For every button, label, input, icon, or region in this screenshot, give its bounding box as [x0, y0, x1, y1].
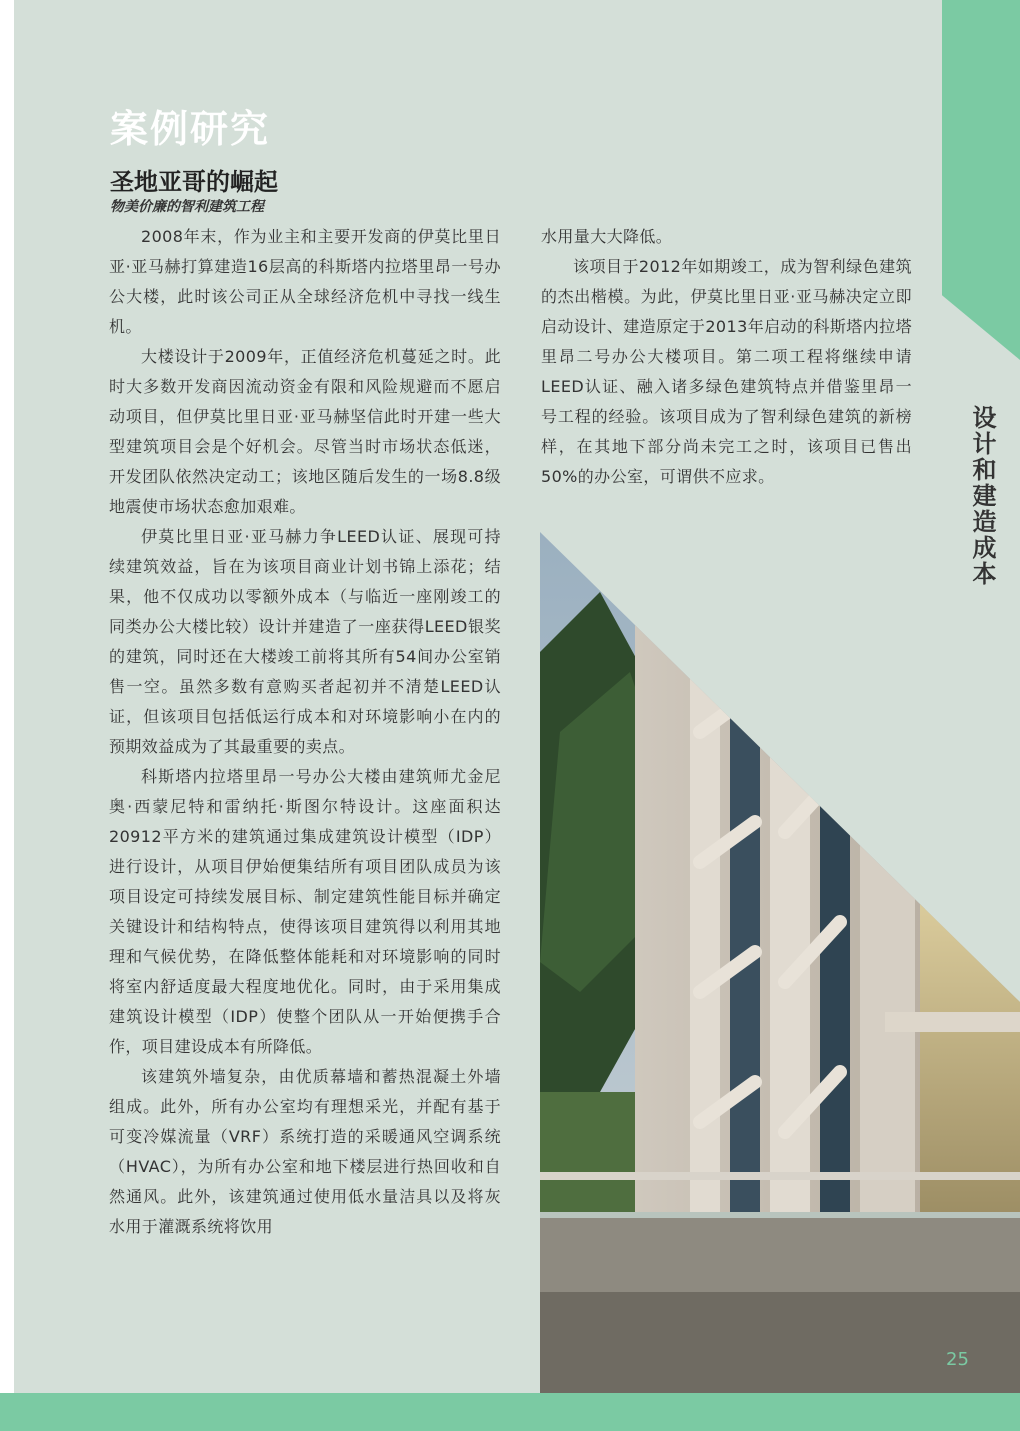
left-text-column [109, 222, 501, 1242]
section-title: 案例研究 [110, 107, 271, 151]
paragraph: 科斯塔内拉塔里昂一号办公大楼由建筑师尤金尼奥·西蒙尼特和雷纳托·斯图尔特设计。这座面积达20912平方米的建筑通过集成建筑设计模型（IDP）进行设计，从项目伊始便集结所有项目团队成员为该项目设定可持续发展目标、制定建筑性能目标并确定关键设计和结构特点，使得该项目建筑得以利用其地理和气候优势，在降低整体能耗和对环境影响的同时将室内舒适度最大程度地优化。同时，由于采用集成建筑设计模型（IDP）使整个团队从一开始便携手合作，项目建设成本有所降低。 [109, 767, 501, 1056]
building-photo [540, 532, 1020, 1393]
paragraph-continuation: 水用量大大降低。 [541, 227, 673, 246]
article-title: 圣地亚哥的崛起 [110, 168, 278, 196]
article-tagline: 物美价廉的智利建筑工程 [110, 199, 264, 215]
paragraph: 该项目于2012年如期竣工，成为智利绿色建筑的杰出楷模。为此，伊莫比里日亚·亚马赫决定立即启动设计、建造原定于2013年启动的科斯塔内拉塔里昂二号办公大楼项目。第二项工程将继续申请LEED认证、融入诸多绿色建筑特点并借鉴里昂一号工程的经验。该项目成为了智利绿色建筑的新榜样，在其地下部分尚未完工之时，该项目已售出50%的办公室，可谓供不应求。 [541, 257, 912, 486]
paragraph: 该建筑外墙复杂，由优质幕墙和蓄热混凝土外墙组成。此外，所有办公室均有理想采光，并配有基于可变冷媒流量（VRF）系统打造的采暖通风空调系统（HVAC），为所有办公室和地下楼层进行热回收和自然通风。此外，该建筑通过使用低水量洁具以及将灰水用于灌溉系统将饮用 [109, 1067, 501, 1236]
page-number: 25 [946, 1349, 969, 1370]
bottom-accent-bar [0, 1393, 1020, 1431]
paragraph: 2008年末，作为业主和主要开发商的伊莫比里日亚·亚马赫打算建造16层高的科斯塔内拉塔里昂一号办公大楼，此时该公司正从全球经济危机中寻找一线生机。 [109, 227, 501, 336]
section-side-label: 设计和建造成本 [968, 405, 996, 587]
paragraph: 大楼设计于2009年，正值经济危机蔓延之时。此时大多数开发商因流动资金有限和风险规避而不愿启动项目，但伊莫比里日亚·亚马赫坚信此时开建一些大型建筑项目会是个好机会。尽管当时市场状态低迷，开发团队依然决定动工；该地区随后发生的一场8.8级地震使市场状态愈加艰难。 [109, 347, 501, 516]
paragraph: 伊莫比里日亚·亚马赫力争LEED认证、展现可持续建筑效益，旨在为该项目商业计划书锦上添花；结果，他不仅成功以零额外成本（与临近一座刚竣工的同类办公大楼比较）设计并建造了一座获得LEED银奖的建筑，同时还在大楼竣工前将其所有54间办公室销售一空。虽然多数有意购买者起初并不清楚LEED认证，但该项目包括低运行成本和对环境影响小在内的预期效益成为了其最重要的卖点。 [109, 527, 501, 756]
right-text-column [541, 222, 912, 492]
